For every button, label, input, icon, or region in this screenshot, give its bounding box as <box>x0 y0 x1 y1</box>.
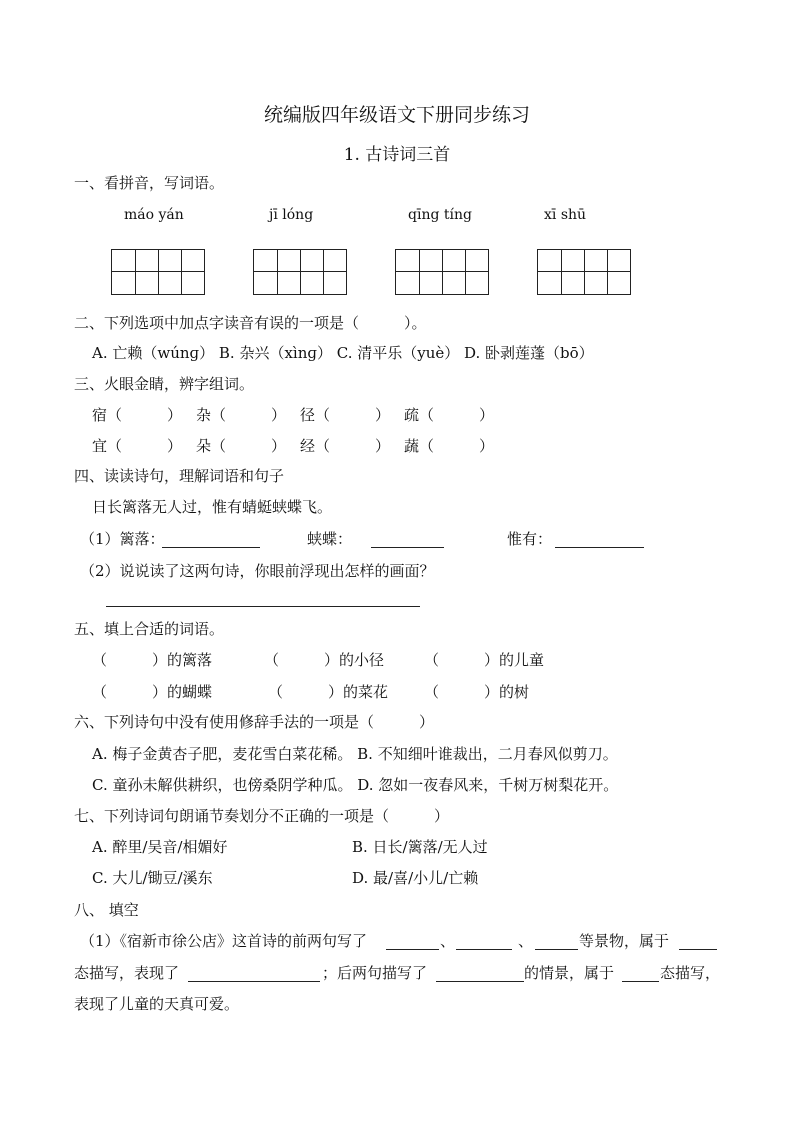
q8-line2-part3: 的情景，属于 <box>524 964 615 982</box>
q7-option-b: B. 日长/篱落/无人过 <box>352 838 488 856</box>
q4-poem: 日长篱落无人过，惟有蜻蜓蛱蝶飞。 <box>92 498 333 516</box>
lesson-title: 1. 古诗词三首 <box>343 145 451 165</box>
q7-option-d: D. 最/喜/小儿/亡赖 <box>352 869 479 887</box>
writing-grid-3[interactable] <box>395 249 489 295</box>
q4-sub1-label3: 惟有： <box>507 530 553 548</box>
q4-blank-1[interactable] <box>162 547 260 548</box>
q8-blank-2[interactable] <box>456 949 512 950</box>
q8-line1-sep1: 、 <box>440 932 456 950</box>
q8-line2-part4: 态描写， <box>660 964 721 982</box>
q4-blank-2[interactable] <box>371 547 444 548</box>
q8-blank-4[interactable] <box>679 949 717 950</box>
q5-item-1: （ ）的篱落 <box>92 651 213 669</box>
q2-heading: 二、下列选项中加点字读音有误的一项是（ ）。 <box>74 314 427 332</box>
q3-item-1: 宿（ ） <box>92 406 183 424</box>
q5-heading: 五、填上合适的词语。 <box>74 620 225 638</box>
q3-item-3: 径（ ） <box>300 406 391 424</box>
writing-grid-4[interactable] <box>537 249 631 295</box>
q1-heading: 一、看拼音，写词语。 <box>74 174 225 192</box>
q3-item-7: 经（ ） <box>300 437 391 455</box>
q3-item-6: 朵（ ） <box>196 437 287 455</box>
q1-pinyin-4: xī shū <box>544 207 587 223</box>
q5-item-5: （ ）的菜花 <box>268 683 389 701</box>
q6-options-line1: A. 梅子金黄杏子肥，麦花雪白菜花稀。 B. 不知细叶谁裁出，二月春风似剪刀。 <box>92 745 618 763</box>
q2-options: A. 亡赖（wúnɡ） B. 杂兴（xìnɡ） C. 清平乐（yuè） D. 卧剥莲蓬（bō） <box>92 344 594 362</box>
q4-sub1-label2: 蛱蝶： <box>307 530 353 548</box>
q3-item-8: 蔬（ ） <box>404 437 495 455</box>
q4-answer-line[interactable] <box>106 606 420 607</box>
q3-item-2: 杂（ ） <box>196 406 287 424</box>
q8-line1-sep2: 、 <box>518 932 534 950</box>
q4-blank-3[interactable] <box>555 547 644 548</box>
q1-pinyin-3: qīng tíng <box>408 207 472 223</box>
q6-heading: 六、下列诗句中没有使用修辞手法的一项是（ ） <box>74 713 435 731</box>
q8-line1-part1: （1）《宿新市徐公店》这首诗的前两句写了 <box>80 932 368 950</box>
q3-heading: 三、火眼金睛，辨字组词。 <box>74 375 255 393</box>
q4-sub2: （2）说说读了这两句诗，你眼前浮现出怎样的画面？ <box>80 562 435 580</box>
q7-option-a: A. 醉里/吴音/相媚好 <box>92 838 228 856</box>
page-title: 统编版四年级语文下册同步练习 <box>263 104 530 126</box>
q7-option-c: C. 大儿/锄豆/溪东 <box>92 869 213 887</box>
q8-blank-3[interactable] <box>535 949 578 950</box>
writing-grid-2[interactable] <box>253 249 347 295</box>
q8-line2-part2: ；后两句描写了 <box>322 964 428 982</box>
q4-sub1-label1: （1）篱落： <box>80 530 165 548</box>
q1-pinyin-2: jī lóng <box>269 207 314 223</box>
q5-item-4: （ ）的蝴蝶 <box>92 683 213 701</box>
q8-line1-part2: 等景物，属于 <box>579 932 670 950</box>
q3-item-5: 宜（ ） <box>92 437 183 455</box>
q1-pinyin-1: máo yán <box>124 207 184 223</box>
q7-heading: 七、下列诗词句朗诵节奏划分不正确的一项是（ ） <box>74 807 450 825</box>
q8-line3: 表现了儿童的天真可爱。 <box>74 995 240 1013</box>
q6-options-line2: C. 童孙未解供耕织，也傍桑阴学种瓜。 D. 忽如一夜春风来，千树万树梨花开。 <box>92 776 619 794</box>
q5-item-6: （ ）的树 <box>424 683 530 701</box>
q8-blank-5[interactable] <box>188 981 320 982</box>
q8-line2-part1: 态描写，表现了 <box>74 964 180 982</box>
q8-blank-6[interactable] <box>436 981 524 982</box>
q8-blank-7[interactable] <box>622 981 659 982</box>
q8-blank-1[interactable] <box>386 949 439 950</box>
q5-item-3: （ ）的儿童 <box>424 651 545 669</box>
q5-item-2: （ ）的小径 <box>264 651 385 669</box>
q4-heading: 四、读读诗句，理解词语和句子 <box>74 467 285 485</box>
writing-grid-1[interactable] <box>111 249 205 295</box>
q3-item-4: 疏（ ） <box>404 406 495 424</box>
q8-heading: 八、 填空 <box>74 901 139 919</box>
